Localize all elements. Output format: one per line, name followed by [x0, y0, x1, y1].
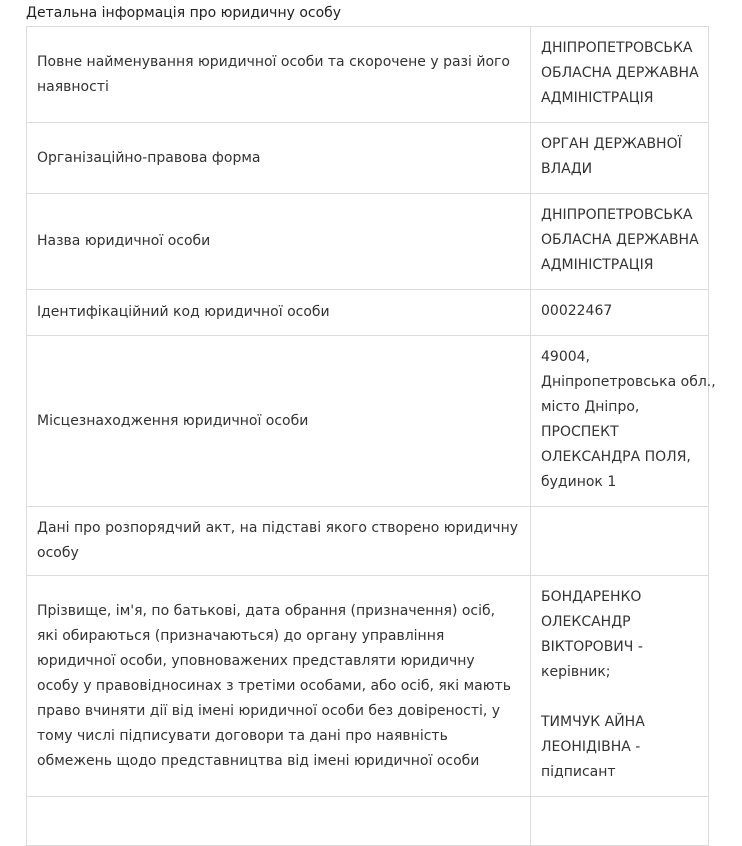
row-value	[531, 290, 709, 336]
table-row-entity-name	[27, 194, 709, 290]
row-label: Дані про розпорядчий акт, на підставі якого створено юридичну особу	[27, 507, 531, 576]
row-value	[531, 336, 716, 507]
value-line: місто Дніпро,	[541, 399, 640, 415]
table-row-admin-act	[27, 507, 709, 576]
value-line: керівник;	[541, 664, 611, 680]
table-row-id-code	[27, 290, 709, 336]
section-heading: Детальна інформація про юридичну особу	[26, 5, 342, 21]
value-line: ПРОСПЕКТ	[541, 424, 619, 440]
value-line: ТИМЧУК АЙНА	[541, 714, 645, 730]
row-value	[531, 123, 709, 194]
value-line: 00022467	[541, 303, 613, 319]
table-row	[27, 797, 709, 846]
row-value	[531, 507, 709, 576]
row-value	[531, 576, 709, 797]
value-line: АДМІНІСТРАЦІЯ	[541, 257, 654, 273]
value-line: ЛЕОНІДІВНА -	[541, 739, 641, 755]
row-value	[531, 194, 709, 290]
value-line: підписант	[541, 764, 616, 780]
spacer	[541, 685, 698, 710]
row-label	[27, 797, 531, 846]
row-value	[531, 797, 709, 846]
value-line: ВІКТОРОВИЧ -	[541, 639, 643, 655]
value-line: 49004,	[541, 349, 590, 365]
row-label: Повне найменування юридичної особи та скорочене у разі його наявності	[27, 27, 531, 123]
row-label: Організаційно-правова форма	[27, 123, 531, 194]
value-line: ДНІПРОПЕТРОВСЬКА	[541, 40, 693, 56]
table-row-full-name	[27, 27, 709, 123]
row-label: Назва юридичної особи	[27, 194, 531, 290]
table-row-authorized-persons	[27, 576, 709, 797]
value-line: БОНДАРЕНКО	[541, 589, 642, 605]
value-line: ОЛЕКСАНДР	[541, 614, 631, 630]
table-row-legal-form	[27, 123, 709, 194]
value-line: АДМІНІСТРАЦІЯ	[541, 90, 654, 106]
row-label: Прізвище, ім'я, по батькові, дата обрання (призначення) осіб, які обираються (призначаються) до органу управління юридичної особи, уповноважених представляти юридичну особу у правовідносинах з третіми особами, або осіб, які мають право вчиняти дії від імені юридичної особи без довіреності, у тому числі підписувати договори та дані про наявність обмежень щодо представництва від імені юридичної особи	[27, 576, 531, 797]
value-line: ОЛЕКСАНДРА ПОЛЯ,	[541, 449, 691, 465]
row-label: Ідентифікаційний код юридичної особи	[27, 290, 531, 336]
value-line: ВЛАДИ	[541, 161, 593, 177]
value-line: ОБЛАСНА ДЕРЖАВНА	[541, 65, 699, 81]
entity-info-table	[26, 26, 716, 846]
value-line: Дніпропетровська обл.,	[541, 374, 716, 390]
row-value	[531, 27, 709, 123]
value-line: будинок 1	[541, 474, 617, 490]
value-line: ОРГАН ДЕРЖАВНОЇ	[541, 136, 682, 152]
value-line: ОБЛАСНА ДЕРЖАВНА	[541, 232, 699, 248]
value-line: ДНІПРОПЕТРОВСЬКА	[541, 207, 693, 223]
table-row-location	[27, 336, 709, 507]
row-label: Місцезнаходження юридичної особи	[27, 336, 531, 507]
